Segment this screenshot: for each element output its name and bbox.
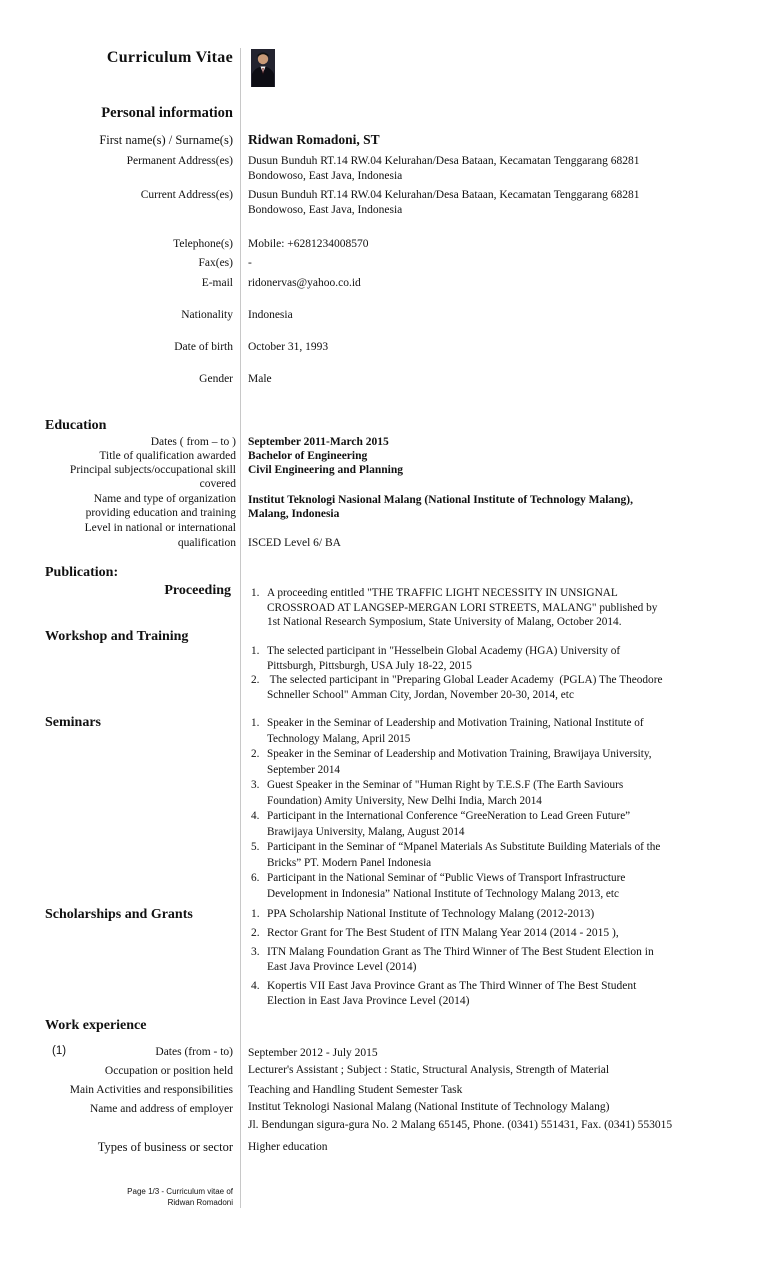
workshop-heading: Workshop and Training xyxy=(45,629,189,644)
list-line: ITN Malang Foundation Grant as The Third Winner of The Best Student Election in xyxy=(267,946,654,958)
list-item xyxy=(249,979,654,1009)
list-number: 1. xyxy=(251,645,260,657)
proceeding-subheading: Proceeding xyxy=(164,583,231,598)
email-value: ridonervas@yahoo.co.id xyxy=(248,277,361,289)
seminars-list xyxy=(249,716,660,902)
list-line: Rector Grant for The Best Student of ITN Malang Year 2014 (2014 - 2015 ), xyxy=(267,927,619,939)
fax-value: - xyxy=(248,257,252,269)
list-item xyxy=(249,644,662,673)
nationality-value: Indonesia xyxy=(248,309,293,321)
scholarships-list xyxy=(249,907,654,1009)
work-index: (1) xyxy=(52,1045,67,1057)
gender-value: Male xyxy=(248,373,272,385)
edu-org-label-2: providing education and training xyxy=(85,507,236,519)
edu-dates-value: September 2011-March 2015 xyxy=(248,436,389,448)
nationality-label: Nationality xyxy=(181,309,233,321)
list-item xyxy=(249,871,660,902)
full-name: Ridwan Romadoni, ST xyxy=(248,132,380,147)
current-address-line-1: Dusun Bunduh RT.14 RW.04 Kelurahan/Desa Bataan, Kecamatan Tenggarang 68281 xyxy=(248,189,640,201)
work-employer-line-2: Jl. Bendungan sigura-gura No. 2 Malang 65145, Phone. (0341) 551431, Fax. (0341) 553015 xyxy=(248,1119,673,1131)
cv-title: Curriculum Vitae xyxy=(106,49,233,66)
edu-org-line-2: Malang, Indonesia xyxy=(248,508,340,520)
list-number: 4. xyxy=(251,980,260,992)
list-line: The selected participant in "Preparing Global Leader Academy (PGLA) The Theodore xyxy=(267,674,663,687)
edu-subjects-value: Civil Engineering and Planning xyxy=(248,464,403,476)
work-activities-value: Teaching and Handling Student Semester Task xyxy=(248,1084,463,1096)
list-line: Pittsburgh, Pittsburgh, USA July 18-22, 2015 xyxy=(267,659,472,672)
list-item xyxy=(249,778,660,809)
list-line: Speaker in the Seminar of Leadership and Motivation Training, National Institute of xyxy=(267,717,644,729)
workshop-list xyxy=(249,644,662,702)
education-heading: Education xyxy=(45,418,107,433)
fax-label: Fax(es) xyxy=(198,257,233,269)
work-activities-label: Main Activities and responsibilities xyxy=(69,1084,233,1096)
list-line: East Java Province Level (2014) xyxy=(267,961,417,973)
list-item xyxy=(249,673,662,702)
permanent-address-line-2: Bondowoso, East Java, Indonesia xyxy=(248,170,403,182)
list-item xyxy=(249,945,654,975)
list-line: September 2014 xyxy=(267,763,341,776)
edu-title-value: Bachelor of Engineering xyxy=(248,450,368,462)
edu-org-label-1: Name and type of organization xyxy=(93,493,236,505)
list-line: Speaker in the Seminar of Leadership and Motivation Training, Brawijaya University, xyxy=(267,748,652,760)
telephone-label: Telephone(s) xyxy=(173,238,233,250)
publication-heading: Publication: xyxy=(45,565,119,580)
edu-subjects-label-2: covered xyxy=(199,478,236,490)
list-number: 4. xyxy=(251,810,260,822)
work-dates-value: September 2012 - July 2015 xyxy=(248,1047,378,1059)
list-number: 3. xyxy=(251,946,260,958)
list-line: Kopertis VII East Java Province Grant as The Third Winner of The Best Student xyxy=(267,980,637,992)
list-number: 1. xyxy=(251,717,260,729)
work-employer-label: Name and address of employer xyxy=(89,1103,233,1115)
person-photo-icon xyxy=(251,49,275,87)
list-line: Election in East Java Province Level (2014) xyxy=(267,995,470,1007)
current-address-label: Current Address(es) xyxy=(140,189,233,201)
work-employer-line-1: Institut Teknologi Nasional Malang (National Institute of Technology Malang) xyxy=(248,1101,610,1113)
edu-level-label-1: Level in national or international xyxy=(84,522,236,534)
list-number: 3. xyxy=(251,779,260,791)
list-line: 1st National Research Symposium, State University of Malang, October 2014. xyxy=(267,616,622,629)
dob-label: Date of birth xyxy=(174,341,233,353)
dob-value: October 31, 1993 xyxy=(248,341,329,353)
list-number: 6. xyxy=(251,872,260,884)
edu-subjects-label-1: Principal subjects/occupational skill xyxy=(69,464,236,476)
edu-level-label-2: qualification xyxy=(177,537,236,549)
list-number: 2. xyxy=(251,674,260,687)
seminars-heading: Seminars xyxy=(45,715,101,730)
list-number: 2. xyxy=(251,927,260,939)
footer-line-1: Page 1/3 - Curriculum vitae of xyxy=(127,1187,233,1196)
footer-line-2: Ridwan Romadoni xyxy=(167,1198,233,1207)
list-line: Schneller School" Amman City, Jordan, November 20-30, 2014, etc xyxy=(267,688,574,701)
current-address-line-2: Bondowoso, East Java, Indonesia xyxy=(248,204,403,216)
list-line: Bricks” PT. Modern Panel Indonesia xyxy=(267,856,432,869)
column-divider xyxy=(240,48,241,1208)
page-footer xyxy=(127,1186,233,1208)
list-line: Guest Speaker in the Seminar of "Human Right by T.E.S.F (The Earth Saviours xyxy=(267,779,624,791)
email-label: E-mail xyxy=(201,277,233,289)
list-item xyxy=(249,586,657,630)
edu-title-label: Title of qualification awarded xyxy=(99,450,236,462)
list-line: Participant in the National Seminar of “Public Views of Transport Infrastructure xyxy=(267,872,626,884)
personal-info-heading: Personal information xyxy=(101,105,233,121)
work-occupation-value: Lecturer's Assistant ; Subject : Static, Structural Analysis, Strength of Material xyxy=(248,1064,610,1076)
list-line: Technology Malang, April 2015 xyxy=(267,732,411,745)
list-line: A proceeding entitled "THE TRAFFIC LIGHT NECESSITY IN UNSIGNAL xyxy=(267,587,618,599)
name-label: First name(s) / Surname(s) xyxy=(99,133,233,147)
list-number: 1. xyxy=(251,587,260,599)
work-heading: Work experience xyxy=(45,1018,147,1033)
work-type-value: Higher education xyxy=(248,1141,328,1153)
edu-level-value: ISCED Level 6/ BA xyxy=(248,537,341,549)
gender-label: Gender xyxy=(199,373,233,385)
list-line: Brawijaya University, Malang, August 2014 xyxy=(267,825,465,838)
permanent-address-line-1: Dusun Bunduh RT.14 RW.04 Kelurahan/Desa Bataan, Kecamatan Tenggarang 68281 xyxy=(248,155,640,167)
telephone-value: Mobile: +6281234008570 xyxy=(248,238,369,250)
list-line: PPA Scholarship National Institute of Technology Malang (2012-2013) xyxy=(267,908,595,920)
list-line: Participant in the International Conference “GreeNeration to Lead Green Future” xyxy=(267,810,631,822)
edu-org-line-1: Institut Teknologi Nasional Malang (National Institute of Technology Malang), xyxy=(248,494,633,506)
list-number: 2. xyxy=(251,748,260,760)
list-line: The selected participant in "Hesselbein Global Academy (HGA) University of xyxy=(267,645,621,657)
list-item xyxy=(249,747,660,778)
list-number: 1. xyxy=(251,908,260,920)
edu-dates-label: Dates ( from – to ) xyxy=(150,436,236,448)
work-occupation-label: Occupation or position held xyxy=(104,1065,233,1077)
list-item xyxy=(249,716,660,747)
list-item xyxy=(249,809,660,840)
scholarships-heading: Scholarships and Grants xyxy=(45,907,193,922)
publication-list xyxy=(249,586,657,630)
permanent-address-label: Permanent Address(es) xyxy=(126,155,233,167)
list-line: CROSSROAD AT LANGSEP-MERGAN LORI STREETS, MALANG" published by xyxy=(267,601,658,614)
work-type-label: Types of business or sector xyxy=(97,1140,233,1154)
work-dates-label: Dates (from - to) xyxy=(155,1046,233,1058)
list-line: Foundation) Amity University, New Delhi India, March 2014 xyxy=(267,794,542,807)
list-number: 5. xyxy=(251,841,260,853)
list-item xyxy=(249,926,654,941)
list-line: Participant in the Seminar of “Mpanel Materials As Substitute Building Materials of the xyxy=(267,841,661,853)
list-item xyxy=(249,840,660,871)
list-item xyxy=(249,907,654,922)
list-line: Development in Indonesia” National Institute of Technology Malang 2013, etc xyxy=(267,887,619,900)
